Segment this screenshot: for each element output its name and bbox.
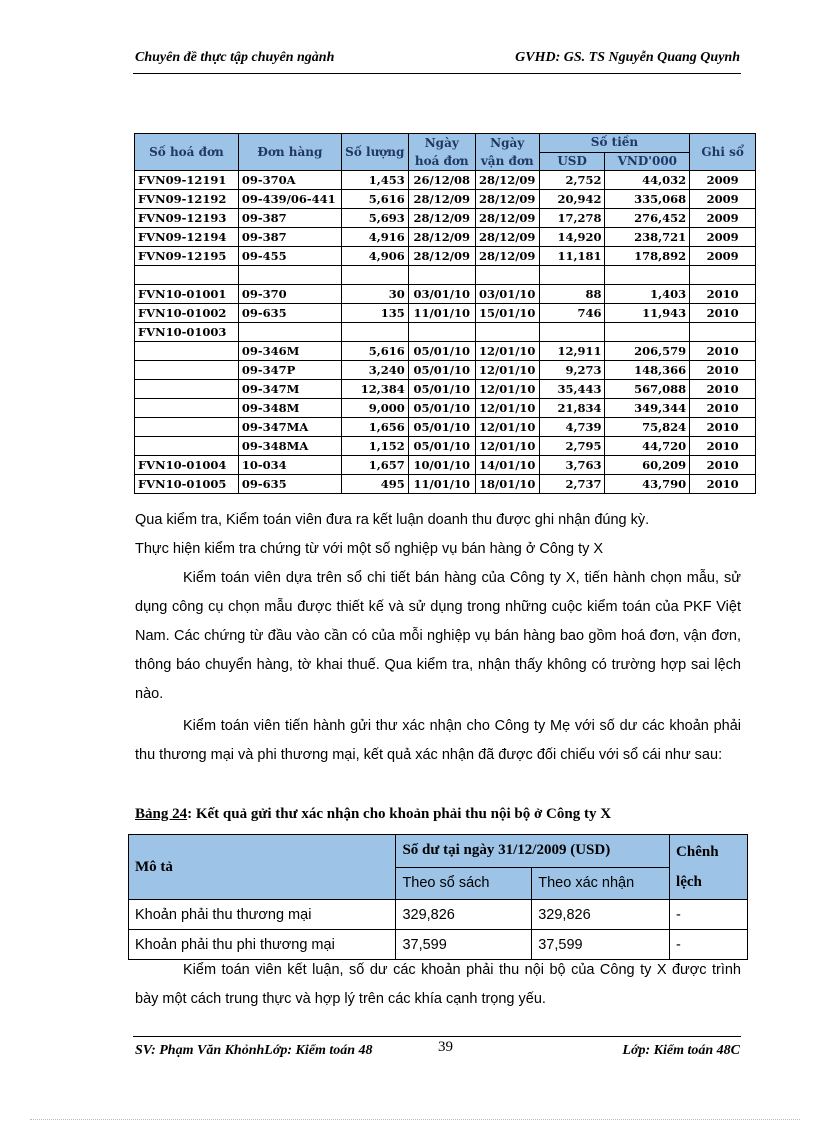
- cell-order: 09-370A: [238, 171, 341, 190]
- cell-ledger: 2010: [690, 418, 756, 437]
- cell-invoice-no: FVN10-01002: [135, 304, 239, 323]
- cell-ledger: 2010: [690, 399, 756, 418]
- cell-invoice-no: [135, 380, 239, 399]
- cell-invoice-date: 26/12/08: [408, 171, 475, 190]
- cell-invoice-date: 05/01/10: [408, 361, 475, 380]
- row-confirm: 329,826: [532, 900, 670, 930]
- table-row: [135, 399, 756, 418]
- table-row: [129, 930, 748, 960]
- cell-invoice-date: 10/01/10: [408, 456, 475, 475]
- cell-vnd: 44,720: [605, 437, 690, 456]
- cell-invoice-no: [135, 342, 239, 361]
- cell-vnd: 75,824: [605, 418, 690, 437]
- cell-order: [238, 323, 341, 342]
- cell-bill-date: 15/01/10: [475, 304, 539, 323]
- cell-invoice-date: 28/12/09: [408, 190, 475, 209]
- table-row: [135, 209, 756, 228]
- table-row: [135, 342, 756, 361]
- table-row: [135, 361, 756, 380]
- cell-vnd: 1,403: [605, 285, 690, 304]
- cell-usd: 2,737: [539, 475, 605, 494]
- cell-quantity: [341, 266, 408, 285]
- cell-bill-date: 03/01/10: [475, 285, 539, 304]
- cell-invoice-no: FVN09-12191: [135, 171, 239, 190]
- cell-ledger: 2009: [690, 247, 756, 266]
- cell-order: 09-635: [238, 304, 341, 323]
- row-desc: Khoản phải thu phi thương mại: [129, 930, 396, 960]
- cell-ledger: 2010: [690, 380, 756, 399]
- cell-usd: 12,911: [539, 342, 605, 361]
- cell-quantity: 30: [341, 285, 408, 304]
- cell-vnd: 238,721: [605, 228, 690, 247]
- table-row: [135, 171, 756, 190]
- cell-invoice-date: 05/01/10: [408, 399, 475, 418]
- header-title: Chuyên đề thực tập chuyên ngành: [135, 50, 335, 65]
- cell-quantity: 135: [341, 304, 408, 323]
- table-caption: [135, 806, 611, 823]
- table-row: [135, 228, 756, 247]
- cell-invoice-date: 28/12/09: [408, 247, 475, 266]
- cell-invoice-no: [135, 418, 239, 437]
- cell-ledger: 2009: [690, 190, 756, 209]
- cell-ledger: 2010: [690, 475, 756, 494]
- cell-order: 09-348MA: [238, 437, 341, 456]
- table-row: [135, 456, 756, 475]
- cell-usd: 3,763: [539, 456, 605, 475]
- cell-order: 09-370: [238, 285, 341, 304]
- col-usd: USD: [539, 152, 605, 171]
- table-row: [135, 266, 756, 285]
- cell-vnd: 43,790: [605, 475, 690, 494]
- cell-quantity: 5,616: [341, 342, 408, 361]
- caption-text: : Kết quả gửi thư xác nhận cho khoản phải thu nội bộ ở Công ty X: [187, 806, 612, 822]
- footer-student: SV: Phạm Văn KhỏnhLớp: Kiểm toán 48: [135, 1043, 373, 1058]
- cell-quantity: 3,240: [341, 361, 408, 380]
- table-row: [135, 304, 756, 323]
- page-footer: [135, 1041, 740, 1063]
- page-bottom-rule: [30, 1119, 800, 1120]
- cell-invoice-no: FVN09-12193: [135, 209, 239, 228]
- cell-usd: 746: [539, 304, 605, 323]
- cell-usd: 9,273: [539, 361, 605, 380]
- cell-order: 09-455: [238, 247, 341, 266]
- row-books: 37,599: [396, 930, 532, 960]
- page-number: 39: [438, 1039, 453, 1055]
- cell-invoice-date: 28/12/09: [408, 228, 475, 247]
- invoice-table: [134, 133, 756, 494]
- cell-invoice-date: 03/01/10: [408, 285, 475, 304]
- cell-quantity: 4,906: [341, 247, 408, 266]
- cell-vnd: 148,366: [605, 361, 690, 380]
- cell-bill-date: 18/01/10: [475, 475, 539, 494]
- cell-bill-date: 28/12/09: [475, 171, 539, 190]
- cell-bill-date: 28/12/09: [475, 190, 539, 209]
- cell-ledger: 2009: [690, 228, 756, 247]
- cell-ledger: 2009: [690, 171, 756, 190]
- cell-usd: 20,942: [539, 190, 605, 209]
- col-vnd: VND'000: [605, 152, 690, 171]
- col-difference: Chênh lệch: [670, 835, 748, 900]
- footer-divider: [133, 1036, 741, 1037]
- receivable-table: [128, 834, 748, 960]
- cell-quantity: 5,616: [341, 190, 408, 209]
- footer-class: Lớp: Kiểm toán 48C: [622, 1043, 740, 1058]
- cell-ledger: 2010: [690, 361, 756, 380]
- cell-invoice-no: [135, 361, 239, 380]
- table-row: [135, 323, 756, 342]
- cell-quantity: 1,656: [341, 418, 408, 437]
- header-advisor: GVHD: GS. TS Nguyễn Quang Quynh: [515, 50, 740, 65]
- cell-usd: 14,920: [539, 228, 605, 247]
- cell-usd: 17,278: [539, 209, 605, 228]
- cell-invoice-no: [135, 437, 239, 456]
- cell-order: 09-346M: [238, 342, 341, 361]
- cell-usd: 4,739: [539, 418, 605, 437]
- cell-invoice-date: 05/01/10: [408, 437, 475, 456]
- table-row: [135, 285, 756, 304]
- paragraph-final-conclusion: Kiểm toán viên kết luận, số dư các khoản phải thu nội bộ của Công ty X được trình bày một cách trung thực và hợp lý trên các khía cạnh trọng yếu.: [135, 962, 741, 1007]
- cell-ledger: 2010: [690, 304, 756, 323]
- cell-bill-date: 28/12/09: [475, 247, 539, 266]
- cell-usd: 2,795: [539, 437, 605, 456]
- cell-bill-date: [475, 323, 539, 342]
- cell-vnd: 178,892: [605, 247, 690, 266]
- paragraph-sampling: Kiểm toán viên dựa trên sổ chi tiết bán hàng của Công ty X, tiến hành chọn mẫu, sử dụng công cụ chọn mẫu được thiết kế và sử dụng trong những cuộc kiểm toán của PKF Việt Nam. Các chứng từ đầu vào cần có của mỗi nghiệp vụ bán hàng bao gồm hoá đơn, vận đơn, thông báo chuyển hàng, tờ khai thuế. Qua kiểm tra, nhận thấy không có trường hợp sai lệch nào.: [135, 570, 741, 702]
- paragraph-voucher-check: Thực hiện kiểm tra chứng từ với một số nghiệp vụ bán hàng ở Công ty X: [135, 541, 604, 557]
- cell-quantity: 5,693: [341, 209, 408, 228]
- row-confirm: 37,599: [532, 930, 670, 960]
- cell-bill-date: 28/12/09: [475, 228, 539, 247]
- cell-invoice-no: FVN09-12194: [135, 228, 239, 247]
- row-diff: -: [670, 900, 748, 930]
- cell-usd: 88: [539, 285, 605, 304]
- cell-quantity: 1,152: [341, 437, 408, 456]
- cell-invoice-no: FVN10-01003: [135, 323, 239, 342]
- cell-ledger: 2009: [690, 209, 756, 228]
- cell-invoice-no: FVN09-12195: [135, 247, 239, 266]
- cell-usd: 21,834: [539, 399, 605, 418]
- cell-bill-date: 28/12/09: [475, 209, 539, 228]
- cell-order: [238, 266, 341, 285]
- cell-vnd: 60,209: [605, 456, 690, 475]
- cell-ledger: 2010: [690, 285, 756, 304]
- cell-order: 09-387: [238, 209, 341, 228]
- cell-bill-date: 12/01/10: [475, 380, 539, 399]
- cell-invoice-date: 05/01/10: [408, 342, 475, 361]
- cell-invoice-no: FVN10-01005: [135, 475, 239, 494]
- cell-quantity: [341, 323, 408, 342]
- cell-ledger: 2010: [690, 342, 756, 361]
- col-quantity: Số lượng: [341, 134, 408, 171]
- table-row: [135, 418, 756, 437]
- cell-usd: [539, 323, 605, 342]
- table-row: [135, 247, 756, 266]
- cell-quantity: 9,000: [341, 399, 408, 418]
- col-bill-date: Ngày vận đơn: [475, 134, 539, 171]
- row-desc: Khoản phải thu thương mại: [129, 900, 396, 930]
- cell-usd: 11,181: [539, 247, 605, 266]
- cell-vnd: [605, 323, 690, 342]
- table-row: [135, 380, 756, 399]
- cell-invoice-date: [408, 266, 475, 285]
- cell-bill-date: 12/01/10: [475, 361, 539, 380]
- cell-bill-date: [475, 266, 539, 285]
- cell-invoice-date: 11/01/10: [408, 304, 475, 323]
- col-invoice-no: Số hoá đơn: [135, 134, 239, 171]
- cell-vnd: 567,088: [605, 380, 690, 399]
- cell-invoice-no: FVN10-01001: [135, 285, 239, 304]
- cell-ledger: 2010: [690, 456, 756, 475]
- table-row: [135, 190, 756, 209]
- cell-bill-date: 12/01/10: [475, 418, 539, 437]
- table-row: [129, 900, 748, 930]
- cell-vnd: 349,344: [605, 399, 690, 418]
- row-books: 329,826: [396, 900, 532, 930]
- cell-order: 09-347MA: [238, 418, 341, 437]
- cell-vnd: 276,452: [605, 209, 690, 228]
- cell-bill-date: 12/01/10: [475, 342, 539, 361]
- cell-order: 09-635: [238, 475, 341, 494]
- cell-invoice-no: [135, 266, 239, 285]
- cell-vnd: 44,032: [605, 171, 690, 190]
- cell-usd: 2,752: [539, 171, 605, 190]
- cell-vnd: 206,579: [605, 342, 690, 361]
- cell-invoice-date: 05/01/10: [408, 380, 475, 399]
- header-divider: [133, 73, 741, 74]
- col-ledger: Ghi sổ: [690, 134, 756, 171]
- cell-quantity: 1,657: [341, 456, 408, 475]
- cell-invoice-no: FVN10-01004: [135, 456, 239, 475]
- cell-invoice-date: 28/12/09: [408, 209, 475, 228]
- cell-order: 09-347P: [238, 361, 341, 380]
- col-per-confirmation: Theo xác nhận: [532, 867, 670, 900]
- cell-quantity: 1,453: [341, 171, 408, 190]
- cell-invoice-date: 11/01/10: [408, 475, 475, 494]
- cell-usd: 35,443: [539, 380, 605, 399]
- cell-quantity: 495: [341, 475, 408, 494]
- cell-invoice-no: FVN09-12192: [135, 190, 239, 209]
- cell-order: 09-439/06-441: [238, 190, 341, 209]
- page-header: [135, 50, 740, 70]
- cell-vnd: 11,943: [605, 304, 690, 323]
- paragraph-conclusion: Qua kiểm tra, Kiểm toán viên đưa ra kết luận doanh thu được ghi nhận đúng kỳ.: [135, 512, 650, 528]
- col-balance: Số dư tại ngày 31/12/2009 (USD): [396, 835, 670, 868]
- cell-ledger: [690, 266, 756, 285]
- row-diff: -: [670, 930, 748, 960]
- cell-bill-date: 12/01/10: [475, 437, 539, 456]
- cell-order: 09-387: [238, 228, 341, 247]
- caption-label: Bảng 24: [135, 806, 188, 822]
- cell-order: 10-034: [238, 456, 341, 475]
- col-order: Đơn hàng: [238, 134, 341, 171]
- cell-invoice-date: [408, 323, 475, 342]
- paragraph-confirmation: Kiểm toán viên tiến hành gửi thư xác nhận cho Công ty Mẹ với số dư các khoản phải thu thương mại và phi thương mại, kết quả xác nhận đã được đối chiếu với sổ cái như sau:: [135, 718, 741, 763]
- col-per-books: Theo sổ sách: [396, 867, 532, 900]
- cell-vnd: [605, 266, 690, 285]
- col-description: Mô tả: [129, 835, 396, 900]
- cell-usd: [539, 266, 605, 285]
- cell-order: 09-348M: [238, 399, 341, 418]
- cell-quantity: 4,916: [341, 228, 408, 247]
- cell-invoice-date: 05/01/10: [408, 418, 475, 437]
- table-row: [135, 437, 756, 456]
- cell-bill-date: 14/01/10: [475, 456, 539, 475]
- col-amount: Số tiền: [539, 134, 689, 153]
- cell-invoice-no: [135, 399, 239, 418]
- cell-bill-date: 12/01/10: [475, 399, 539, 418]
- cell-ledger: 2010: [690, 437, 756, 456]
- cell-order: 09-347M: [238, 380, 341, 399]
- col-invoice-date: Ngày hoá đơn: [408, 134, 475, 171]
- cell-ledger: [690, 323, 756, 342]
- cell-vnd: 335,068: [605, 190, 690, 209]
- table-row: [135, 475, 756, 494]
- cell-quantity: 12,384: [341, 380, 408, 399]
